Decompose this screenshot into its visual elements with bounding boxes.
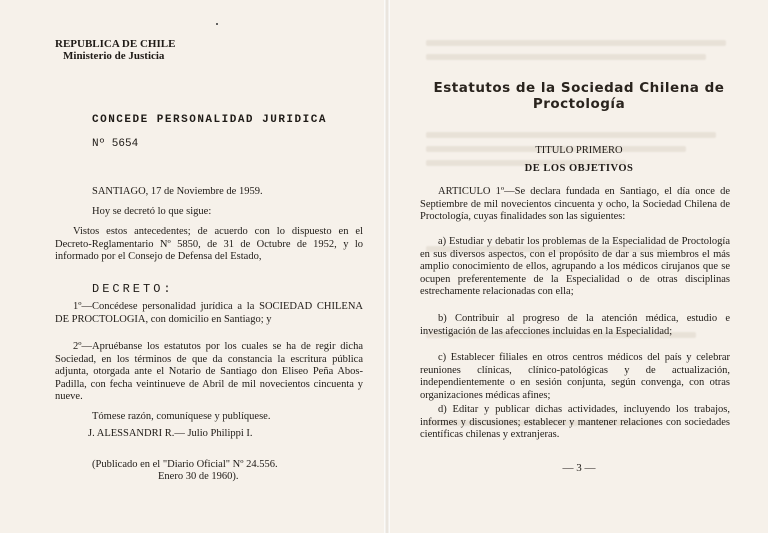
closing-line: Tómese razón, comuníquese y publíquese. (92, 411, 271, 422)
section-heading: DE LOS OBJETIVOS (524, 163, 634, 174)
objective-d: d) Editar y publicar dichas actividades, incluyendo los trabajos, informes y discusiones; establecer y mantener relaciones con sociedades científicas chilenas y extranjeras. (420, 404, 730, 440)
statutes-title: Estatutos de la Sociedad Chilena de (433, 80, 725, 96)
recitals: Vistos estos antecedentes; de acuerdo con lo dispuesto en el Decreto-Reglamentario Nº 5850, de 31 de Octubre de 1952, y lo informado por el Consejo de Defensa del Estado, (55, 226, 363, 262)
bleed-through (426, 54, 706, 60)
clause-1: 1º—Concédese personalidad jurídica a la SOCIEDAD CHILENA DE PROCTOLOGIA, con domicilio en Santiago; y (55, 301, 363, 325)
titulo-primero: TITULO PRIMERO (535, 145, 623, 156)
decreed-intro: Hoy se decretó lo que sigue: (92, 206, 212, 217)
grant-title: CONCEDE PERSONALIDAD JURIDICA (92, 114, 327, 126)
publication-note: (Publicado en el "Diario Oficial" Nº 24.556. (92, 459, 278, 470)
date-line: SANTIAGO, 17 de Noviembre de 1959. (92, 186, 263, 197)
clause-2: 2º—Apruébanse los estatutos por los cuales se ha de regir dicha Sociedad, en los términos de que da constancia la escritura pública adjunta, otorgada ante el Notario de Santiago don Eliseo Peña Abos-Padilla, con fecha veintinueve de Abril de mil novecientos cincuenta y nueve. (55, 341, 363, 402)
header-ministerio: Ministerio de Justicia (63, 50, 165, 62)
statutes-title-cont: Proctología (532, 96, 626, 112)
signatures: J. ALESSANDRI R.— Julio Philippi I. (88, 428, 253, 439)
decree-label: DECRETO: (92, 282, 174, 296)
publication-date: Enero 30 de 1960). (158, 471, 239, 482)
bleed-through (426, 132, 716, 138)
header-republica: REPUBLICA DE CHILE (55, 38, 176, 50)
objective-a: a) Estudiar y debatir los problemas de la Especialidad de Proctología en sus diversos aspectos, con el propósito de dar a sus miembros el más amplio conocimiento de ellos, agrupando a los médicos cirujanos que se ocupen preferentemente de la Especialidad o de otras disciplinas estrechamente relacionadas con ella; (420, 236, 730, 297)
right-page (390, 0, 768, 533)
page-number: — 3 — (562, 462, 596, 474)
decree-number: Nº 5654 (92, 138, 139, 150)
objective-b: b) Contribuir al progreso de la atención médica, estudio e investigación de las afecciones incluidas en la Especialidad; (420, 313, 730, 337)
article-1: ARTICULO 1º—Se declara fundada en Santiago, el día once de Septiembre de mil novecientos cincuenta y ocho, la Sociedad Chilena de Proctología, cuyas finalidades son las siguientes: (420, 186, 730, 222)
bleed-through (426, 40, 726, 46)
speck (216, 23, 218, 25)
objective-c: c) Establecer filiales en otros centros médicos del país y celebrar reuniones clínicas, clínico-patológicas y de actualización, independientemente o en sesión conjunta, según convenga, con otras organizaciones médicas afines; (420, 352, 730, 401)
